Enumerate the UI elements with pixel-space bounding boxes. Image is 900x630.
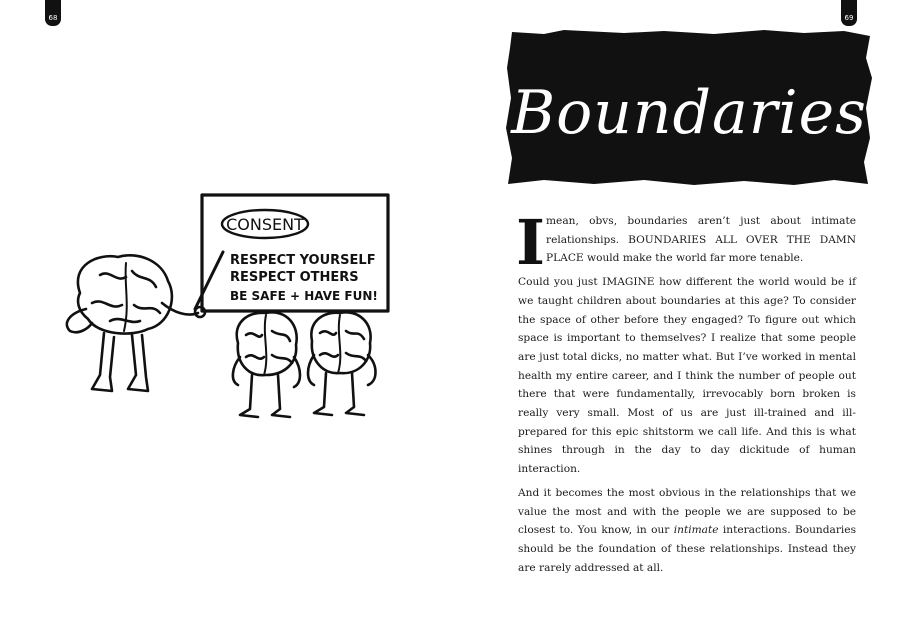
paragraph-2: Could you just IMAGINE how different the world would be if we taught children about boundaries at this age? To consider the space of other before they engaged? To figure out which space is important to themselves? I realize that some people are just total dicks, no matter what. But I’ve worked in mental health my entire career, and I think the number of people out there that were fundamentally, irrevocably born broken is really very small. Most of us are just ill-trained and ill-prepared for this epic shitstorm we call life. And this is what shines through in the day to day dickitude of human interaction.	[518, 276, 856, 476]
sign-line-2: RESPECT OTHERS	[230, 270, 359, 285]
body-text	[516, 206, 857, 582]
paragraph-3	[518, 484, 856, 578]
sign-heading: CONSENT	[226, 215, 304, 234]
paragraph-1	[516, 206, 856, 279]
student-brain-1	[233, 312, 300, 417]
paragraph-1-text: mean, obvs, boundaries aren’t just about intimate relationships. BOUNDARIES ALL OVER THE DAMN PLACE would make the world far more tenable.	[546, 215, 856, 265]
pointer-stick	[195, 252, 223, 309]
paragraph-3-text-before: And it becomes the most obvious in the relationships that we value the most and with the people we are supposed to be closest to. You know, in our	[518, 486, 856, 537]
page-number-right: 69	[844, 14, 854, 22]
page-number-tab-left	[45, 0, 61, 26]
drop-cap: I	[516, 206, 546, 279]
teacher-brain	[67, 255, 205, 391]
page-title: Boundaries	[511, 78, 867, 148]
paragraph-3-emphasis: intimate	[673, 524, 719, 537]
sign-line-3: BE SAFE + HAVE FUN!	[230, 289, 378, 303]
student-brain-2	[308, 312, 376, 415]
title-banner	[504, 28, 874, 188]
sign-line-1: RESPECT YOURSELF	[230, 253, 376, 268]
paragraph-3-text-after: interactions. Boundaries should be the foundation of these relationships. Instead they are rarely addressed at all.	[518, 524, 857, 574]
right-page	[450, 0, 900, 630]
page-number-left: 68	[48, 14, 58, 22]
consent-sign-illustration	[40, 185, 400, 430]
page-number-tab-right	[841, 0, 857, 26]
